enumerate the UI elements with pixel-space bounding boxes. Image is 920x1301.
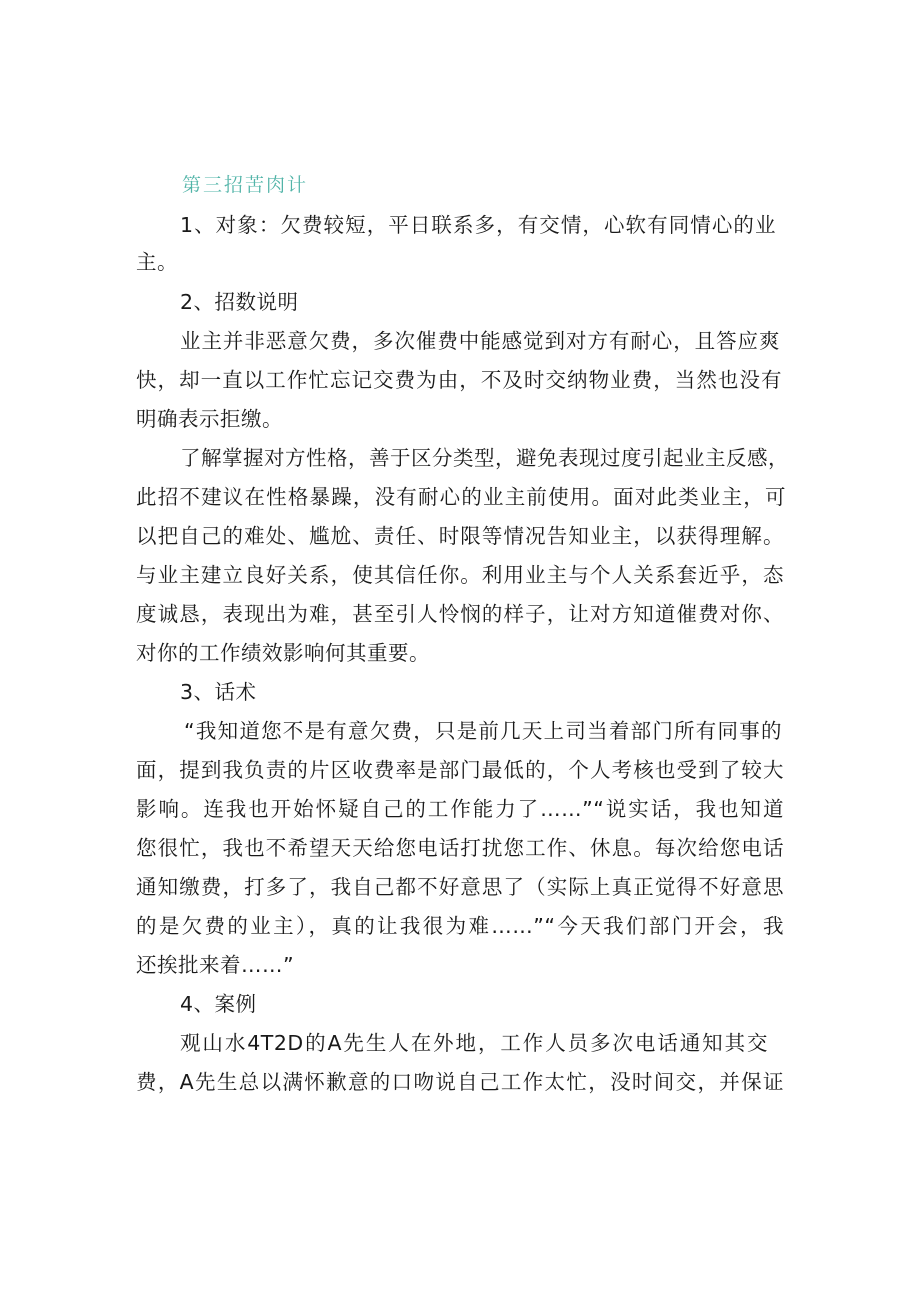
paragraph-line: 的是欠费的业主），真的让我很为难……”“今天我们部门开会，我 (136, 914, 784, 938)
section-heading: 第三招苦肉计 (182, 174, 309, 196)
paragraph-line: 费，A先生总以满怀歉意的口吻说自己工作太忙，没时间交，并保证 (136, 1070, 784, 1094)
paragraph-line: 对你的工作绩效影响何其重要。 (136, 641, 430, 665)
paragraph-line: 1、对象：欠费较短，平日联系多，有交情，心软有同情心的业 (180, 213, 776, 237)
section-title: 4、案例 (180, 992, 257, 1016)
paragraph-line: 观山水4T2D的A先生人在外地，工作人员多次电话通知其交 (180, 1031, 768, 1055)
paragraph-line: 明确表示拒缴。 (136, 407, 283, 431)
section-title: 2、招数说明 (180, 290, 299, 314)
paragraph-line: “我知道您不是有意欠费，只是前几天上司当着部门所有同事的 (184, 719, 782, 743)
paragraph-line: 通知缴费，打多了，我自己都不好意思了（实际上真正觉得不好意思 (136, 875, 784, 899)
paragraph-line: 面，提到我负责的片区收费率是部门最低的，个人考核也受到了较大 (136, 758, 784, 782)
paragraph-line: 以把自己的难处、尴尬、责任、时限等情况告知业主，以获得理解。 (136, 524, 784, 548)
section-title: 3、话术 (180, 680, 257, 704)
paragraph-line: 主。 (136, 250, 178, 274)
paragraph-line: 影响。连我也开始怀疑自己的工作能力了……”“说实话，我也知道 (136, 797, 784, 821)
paragraph-line: 快，却一直以工作忙忘记交费为由，不及时交纳物业费，当然也没有 (136, 368, 782, 392)
paragraph-line: 与业主建立良好关系，使其信任你。利用业主与个人关系套近乎，态 (136, 563, 784, 587)
paragraph-line: 还挨批来着……” (136, 953, 295, 977)
paragraph-line: 您很忙，我也不希望天天给您电话打扰您工作、休息。每次给您电话 (136, 836, 784, 860)
paragraph-line: 了解掌握对方性格，善于区分类型，避免表现过度引起业主反感， (180, 446, 789, 470)
paragraph-line: 度诚恳，表现出为难，甚至引人怜悯的样子，让对方知道催费对你、 (136, 602, 784, 626)
paragraph-line: 业主并非恶意欠费，多次催费中能感觉到对方有耐心，且答应爽 (180, 329, 780, 353)
paragraph-line: 此招不建议在性格暴躁，没有耐心的业主前使用。面对此类业主，可 (136, 485, 786, 509)
